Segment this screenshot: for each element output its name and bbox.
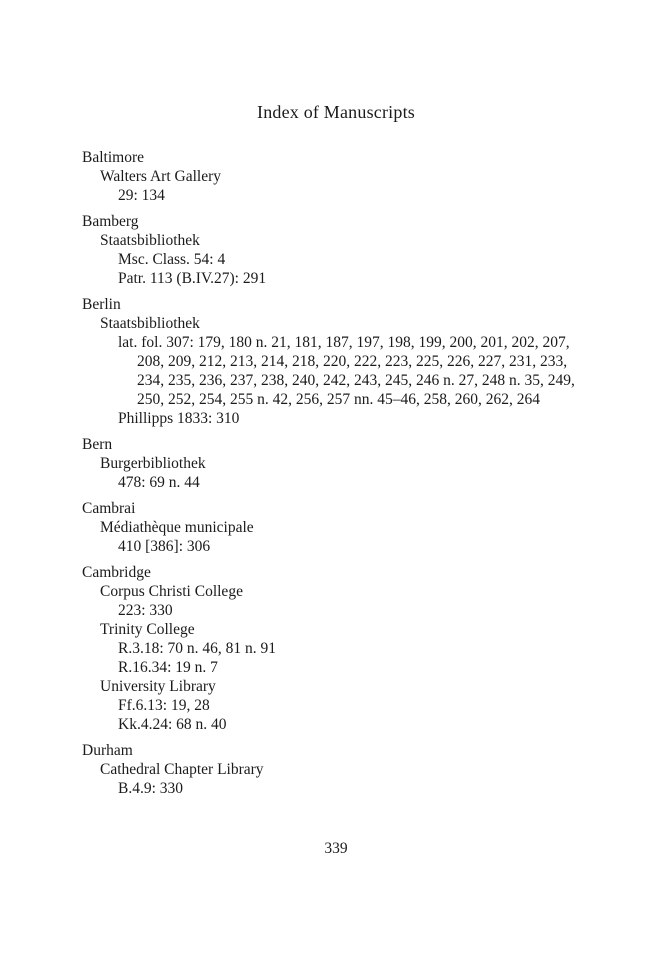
manuscript-entry: 478: 69 n. 44	[118, 474, 200, 491]
manuscript-entry: R.3.18: 70 n. 46, 81 n. 91	[118, 640, 277, 657]
manuscript-entry: 223: 330	[118, 602, 173, 619]
city-block	[82, 499, 595, 556]
library-name: Trinity College	[100, 621, 195, 638]
manuscript-entry: Msc. Class. 54: 4	[118, 251, 226, 268]
library-name: Burgerbibliothek	[100, 455, 206, 472]
manuscript-entry: 29: 134	[118, 187, 165, 204]
city-name: Bern	[82, 436, 113, 453]
manuscript-entry: R.16.34: 19 n. 7	[118, 659, 218, 676]
city-name: Cambrai	[82, 500, 136, 517]
city-block	[82, 435, 595, 492]
city-name: Durham	[82, 742, 133, 759]
page-title: Index of Manuscripts	[257, 102, 415, 122]
city-block	[82, 741, 595, 798]
manuscript-entry: 410 [386]: 306	[118, 538, 211, 555]
library-name: Staatsbibliothek	[100, 232, 200, 249]
library-name: Cathedral Chapter Library	[100, 761, 264, 778]
manuscript-entry: Phillipps 1833: 310	[118, 410, 240, 427]
city-name: Cambridge	[82, 564, 151, 581]
library-name: University Library	[100, 678, 216, 695]
manuscript-entry: Kk.4.24: 68 n. 40	[118, 716, 227, 733]
manuscript-entry: lat. fol. 307: 179, 180 n. 21, 181, 187, 197, 198, 199, 200, 201, 202, 207, 208, 209, 212, 213, 214, 218, 220, 222, 223, 225, 226, 227, 231, 233, 234, 235, 236, 237, 238, 240, 242, 243, 245, 246 n. 27, 248 n. 35, 249, 250, 252, 254, 255 n. 42, 256, 257 nn. 45–46, 258, 260, 262, 264	[118, 334, 575, 408]
manuscript-index	[82, 148, 595, 798]
city-block	[82, 563, 595, 734]
city-name: Baltimore	[82, 149, 144, 166]
library-name: Staatsbibliothek	[100, 315, 200, 332]
city-name: Berlin	[82, 296, 121, 313]
manuscript-entry: Patr. 113 (B.IV.27): 291	[118, 270, 267, 287]
manuscript-entry: Ff.6.13: 19, 28	[118, 697, 210, 714]
library-name: Corpus Christi College	[100, 583, 243, 600]
city-block	[82, 212, 595, 288]
city-block	[82, 148, 595, 205]
manuscript-entry: B.4.9: 330	[118, 780, 184, 797]
city-name: Bamberg	[82, 213, 139, 230]
city-block	[82, 295, 595, 428]
page-number: 339	[324, 840, 348, 857]
library-name: Walters Art Gallery	[100, 168, 221, 185]
library-name: Médiathèque municipale	[100, 519, 254, 536]
